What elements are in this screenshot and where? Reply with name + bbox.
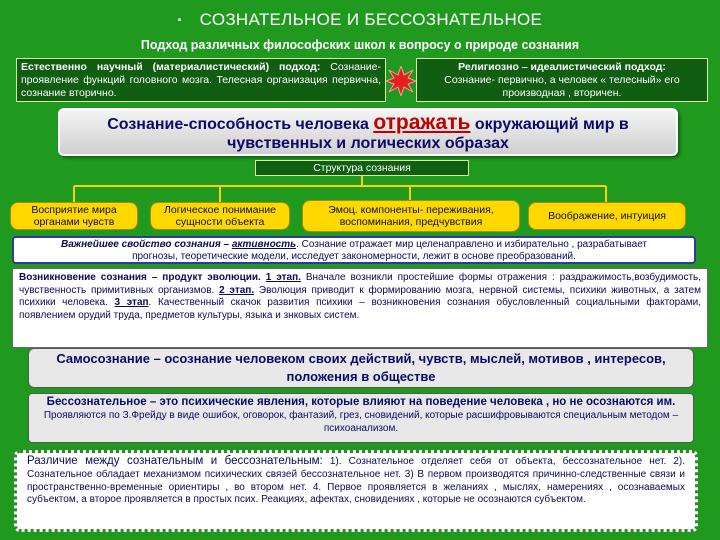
red-burst-star-icon (386, 66, 416, 96)
difference-lead: Различие между сознательным и бессознательным: (27, 455, 323, 467)
activity-property-box (12, 236, 696, 264)
evolution-text-1: Вначале возникли простейшие формы отражения : раздражимость,возбудимость, чувственность примитивных организмов. (19, 272, 702, 296)
self-consciousness-box: Самосознание – осознание человеком своих действий, чувств, мыслей, мотивов , интересов, положения в обществе (28, 348, 694, 388)
evolution-text-3: . Качественный скачок развития психики – возникновения сознания обусловленный социальными факторами, появлением орудий труда, предметов культуры, языка и знковых систем. (19, 297, 701, 321)
materialist-approach-box (16, 58, 386, 102)
materialist-approach-body: Сознание-проявление функций головного мозга. Телесная организация первична, сознание вторично. (21, 61, 381, 99)
page-title-text: СОЗНАТЕЛЬНОЕ И БЕССОЗНАТЕЛЬНОЕ (199, 10, 543, 29)
difference-box (14, 450, 698, 532)
activity-underline: активность (231, 239, 297, 250)
structure-item-emotion: Эмоц. компоненты- переживания, воспоминания, предчувствия (302, 200, 520, 232)
idealist-approach-body: Сознание- первично, а человек « телесный» его производная , вторичен. (444, 74, 680, 99)
difference-body: 1). Сознательное отделяет себя от объекта, бессознательное нет. 2). Сознательное обладает механизмом психических связей бессознательное нет. 3) В первом производятся причинно-следственные связи и пространственно-временные ориентиры , во втором нет. 4. Первое проявляется в желаниях , мыслях, намерениях , осознаваемых субъектом, а второе проявляется в простых псих. Реакциях, афектах, сновидениях , которые не осознаются субъектом. (27, 456, 685, 506)
page-subtitle: Подход различных философских школ к вопросу о природе сознания (140, 38, 580, 52)
structure-item-imagination: Воображение, интуиция (528, 202, 686, 230)
evolution-stage-2: 2 этап. (219, 284, 255, 296)
bullet-icon: ▪ (177, 15, 182, 26)
evolution-stage-1: 1 этап. (265, 272, 301, 283)
unconscious-bold: Бессознательное – это психические явления, которые влияют на поведение человека , но не осознаются им. (46, 396, 676, 408)
idealist-approach-head: Религиозно – идеалистический подход: (458, 61, 666, 73)
evolution-bold: Возникновение сознания – продукт эволюции. (19, 272, 261, 283)
unconscious-rest: Проявляются по З.Фрейду в виде ошибок, оговорок, фантазий, грез, сновидений, которые расшифровываются специальным методом – психоанализом. (43, 410, 679, 434)
definition-start: Сознание-способность человека (107, 116, 374, 133)
evolution-stage-3: 3 этап (114, 297, 149, 309)
definition-emphasis: отражать (373, 111, 471, 134)
unconscious-box (28, 393, 694, 443)
definition-end: окружающий мир в чувственных и логических образах (227, 116, 629, 152)
activity-bold: Важнейшее свойство сознания – (60, 239, 232, 250)
page-title (0, 10, 720, 30)
materialist-approach-head: Естественно научный (материалистический) подход: (21, 61, 321, 73)
activity-rest: . Сознание отражает мир целенаправлено и избирательно , разрабатывает прогнозы, теоретические модели, исследует закономерности, лежит в основе преобразований. (132, 239, 648, 262)
consciousness-definition (58, 108, 678, 156)
idealist-approach-box (416, 58, 708, 102)
structure-item-logic: Логическое понимание сущности объекта (150, 202, 290, 230)
evolution-box (12, 268, 708, 348)
structure-item-perception: Восприятие мира органами чувств (10, 202, 138, 230)
structure-label: Структура сознания (255, 160, 469, 176)
evolution-text-2: Эволюция приводит к формированию мозга, нервной системы, психики животных, а затем психики человека. (19, 284, 701, 309)
